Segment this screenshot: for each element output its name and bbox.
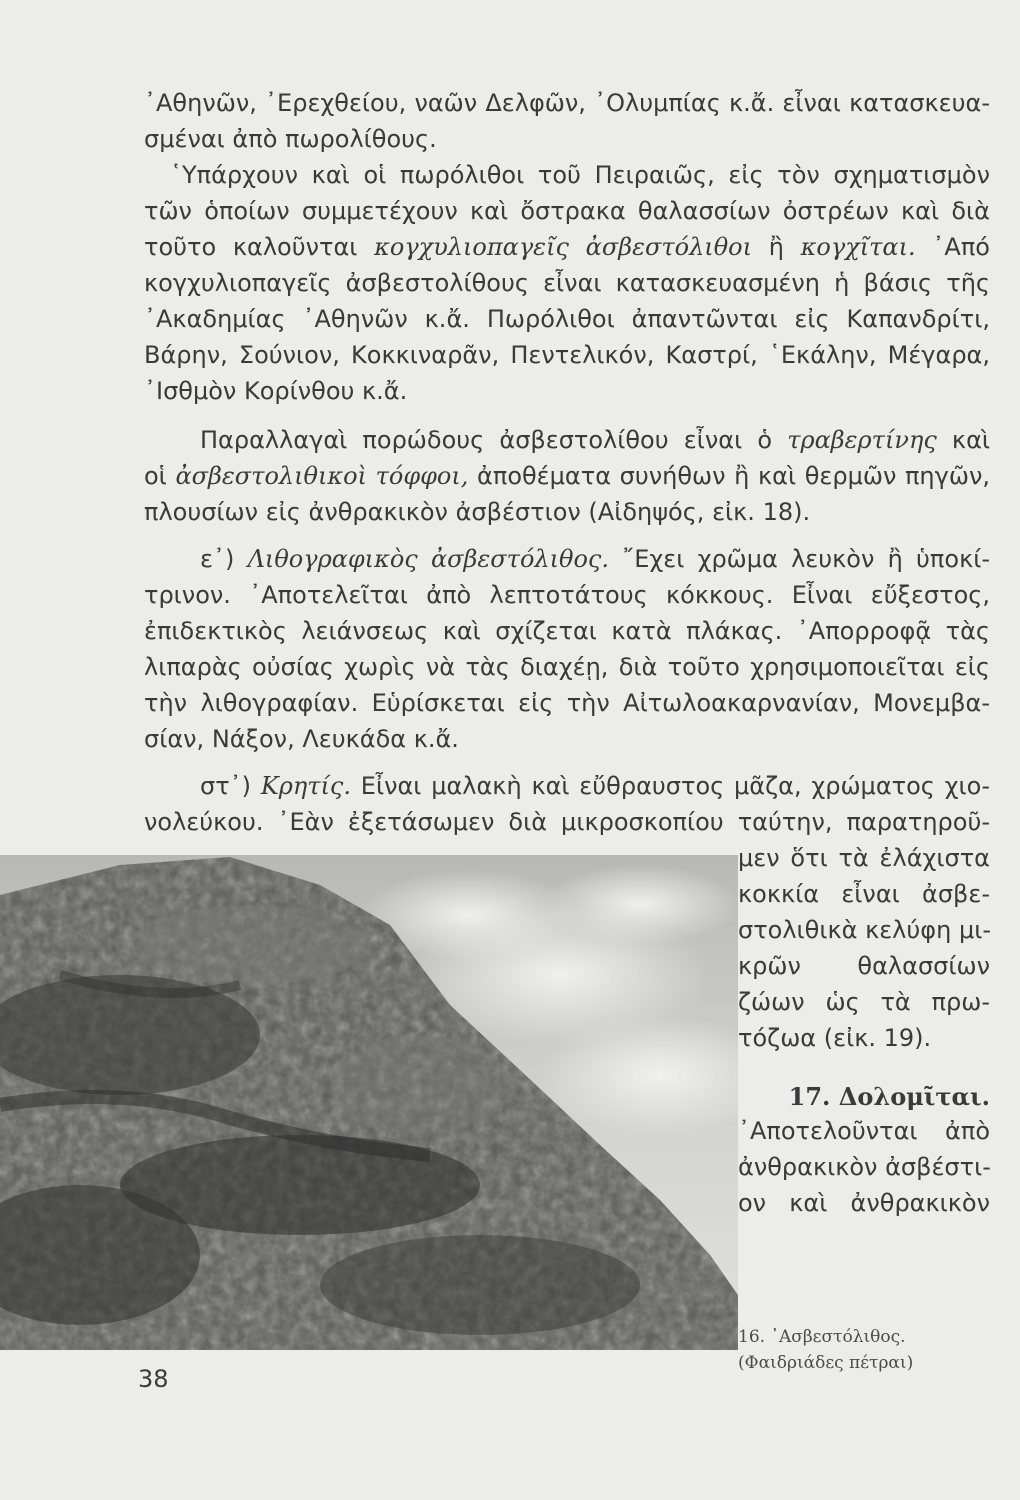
text-run: ε᾿) — [200, 545, 235, 573]
text-run: ᾿Από — [932, 233, 990, 261]
figure-caption-subtitle: (Φαιδριάδες πέτραι) — [738, 1353, 914, 1373]
text-line: τρινον. ᾿Αποτελεῖται ἀπὸ λεπτοτάτους κόκκους. Εἶναι εὔξεστος, — [144, 581, 990, 609]
text-line: ἐπιδεκτικὸς λειάνσεως καὶ σχίζεται κατὰ πλάκας. ᾿Απορροφᾷ τὰς — [144, 617, 990, 645]
italic-term: κογχυλιοπαγεῖς ἀσβεστόλιθοι — [374, 233, 753, 261]
text-line — [144, 460, 990, 492]
text-line: τὴν λιθογραφίαν. Εὑρίσκεται εἰς τὴν Αἰτωλοακαρνανίαν, Μονεμβα- — [144, 689, 990, 717]
text-line: λιπαρὰς οὐσίας χωρὶς νὰ τὰς διαχέῃ, διὰ τοῦτο χρησιμοποιεῖται εἰς — [144, 653, 990, 681]
italic-term: Λιθογραφικὸς ἀσβεστόλιθος. — [247, 545, 609, 573]
text-line: ῾Υπάρχουν καὶ οἱ πωρόλιθοι τοῦ Πειραιῶς, εἰς τὸν σχηματισμὸν — [170, 161, 990, 189]
text-run: ἢ — [768, 233, 784, 261]
text-run: Παραλλαγαὶ πορώδους ἀσβεστολίθου εἶναι ὁ — [200, 426, 773, 454]
text-run: ῎Εχει χρῶμα λευκὸν ἢ ὑποκί- — [622, 545, 990, 573]
page-number: 38 — [138, 1365, 169, 1393]
text-line: κρῶν θαλασσίων — [738, 952, 990, 980]
text-line: Βάρην, Σούνιον, Κοκκιναρᾶν, Πεντελικόν, Καστρί, ῾Εκάλην, Μέγαρα, — [144, 341, 990, 369]
text-line: ἀνθρακικὸν ἀσβέστι- — [738, 1153, 991, 1181]
text-run: τοῦτο καλοῦνται — [144, 233, 358, 261]
text-line — [200, 543, 990, 575]
text-line: ον καὶ ἀνθρακικὸν — [738, 1189, 990, 1217]
text-line: ᾿Ακαδημίας ᾿Αθηνῶν κ.ἄ. Πωρόλιθοι ἀπαντῶνται εἰς Καπανδρίτι, — [144, 305, 990, 333]
text-line: κογχυλιοπαγεῖς ἀσβεστολίθους εἶναι κατασκευασμένη ἡ βάσις τῆς — [144, 269, 990, 297]
text-line: νολεύκου. ᾿Εὰν ἐξετάσωμεν διὰ μικροσκοπίου ταύτην, παρατηροῦ- — [144, 808, 990, 836]
text-line: ᾿Αθηνῶν, ᾿Ερεχθείου, ναῶν Δελφῶν, ᾿Ολυμπίας κ.ἄ. εἶναι κατασκευα- — [144, 89, 990, 117]
text-line: τόζωα (εἰκ. 19). — [738, 1024, 932, 1052]
text-line: στολιθικὰ κελύφη μι- — [738, 916, 991, 944]
text-run: στ᾿) — [200, 772, 252, 800]
figure-caption: 16. ᾿Ασβεστόλιθος. — [738, 1327, 906, 1347]
text-line: μεν ὅτι τὰ ἐλάχιστα — [738, 844, 990, 872]
italic-term: Κρητίς. — [260, 772, 351, 800]
limestone-photo — [0, 855, 738, 1350]
text-line: σίαν, Νάξον, Λευκάδα κ.ἄ. — [144, 725, 459, 753]
text-line — [200, 770, 990, 802]
text-line: ᾿Αποτελοῦνται ἀπὸ — [738, 1117, 990, 1145]
text-run: καὶ — [951, 426, 991, 454]
italic-term: κογχῖται. — [800, 233, 916, 261]
text-run: ἀποθέματα συνήθων ἢ καὶ θερμῶν πηγῶν, — [477, 462, 990, 490]
text-line: ᾿Ισθμὸν Κορίνθου κ.ἄ. — [144, 377, 408, 405]
text-run: οἱ — [144, 462, 167, 490]
text-line: σμέναι ἀπὸ πωρολίθους. — [144, 125, 437, 153]
text-line — [144, 231, 990, 263]
italic-term: ἀσβεστολιθικοὶ τόφφοι, — [175, 462, 469, 490]
text-line: τῶν ὁποίων συμμετέχουν καὶ ὄστρακα θαλασσίων ὀστρέων καὶ διὰ — [144, 197, 990, 225]
section-heading: 17. Δολομῖται. — [788, 1082, 990, 1111]
italic-term: τραβερτίνης — [787, 426, 937, 454]
text-line: ζώων ὡς τὰ πρω- — [738, 988, 990, 1016]
text-line: πλουσίων εἰς ἀνθρακικὸν ἀσβέστιον (Αἰδηψός, εἰκ. 18). — [144, 498, 811, 526]
text-line — [200, 424, 990, 456]
text-run: Εἶναι μαλακὴ καὶ εὔθραυστος μᾶζα, χρώματος χιο- — [360, 772, 990, 800]
text-line: κοκκία εἶναι ἀσβε- — [738, 880, 990, 908]
